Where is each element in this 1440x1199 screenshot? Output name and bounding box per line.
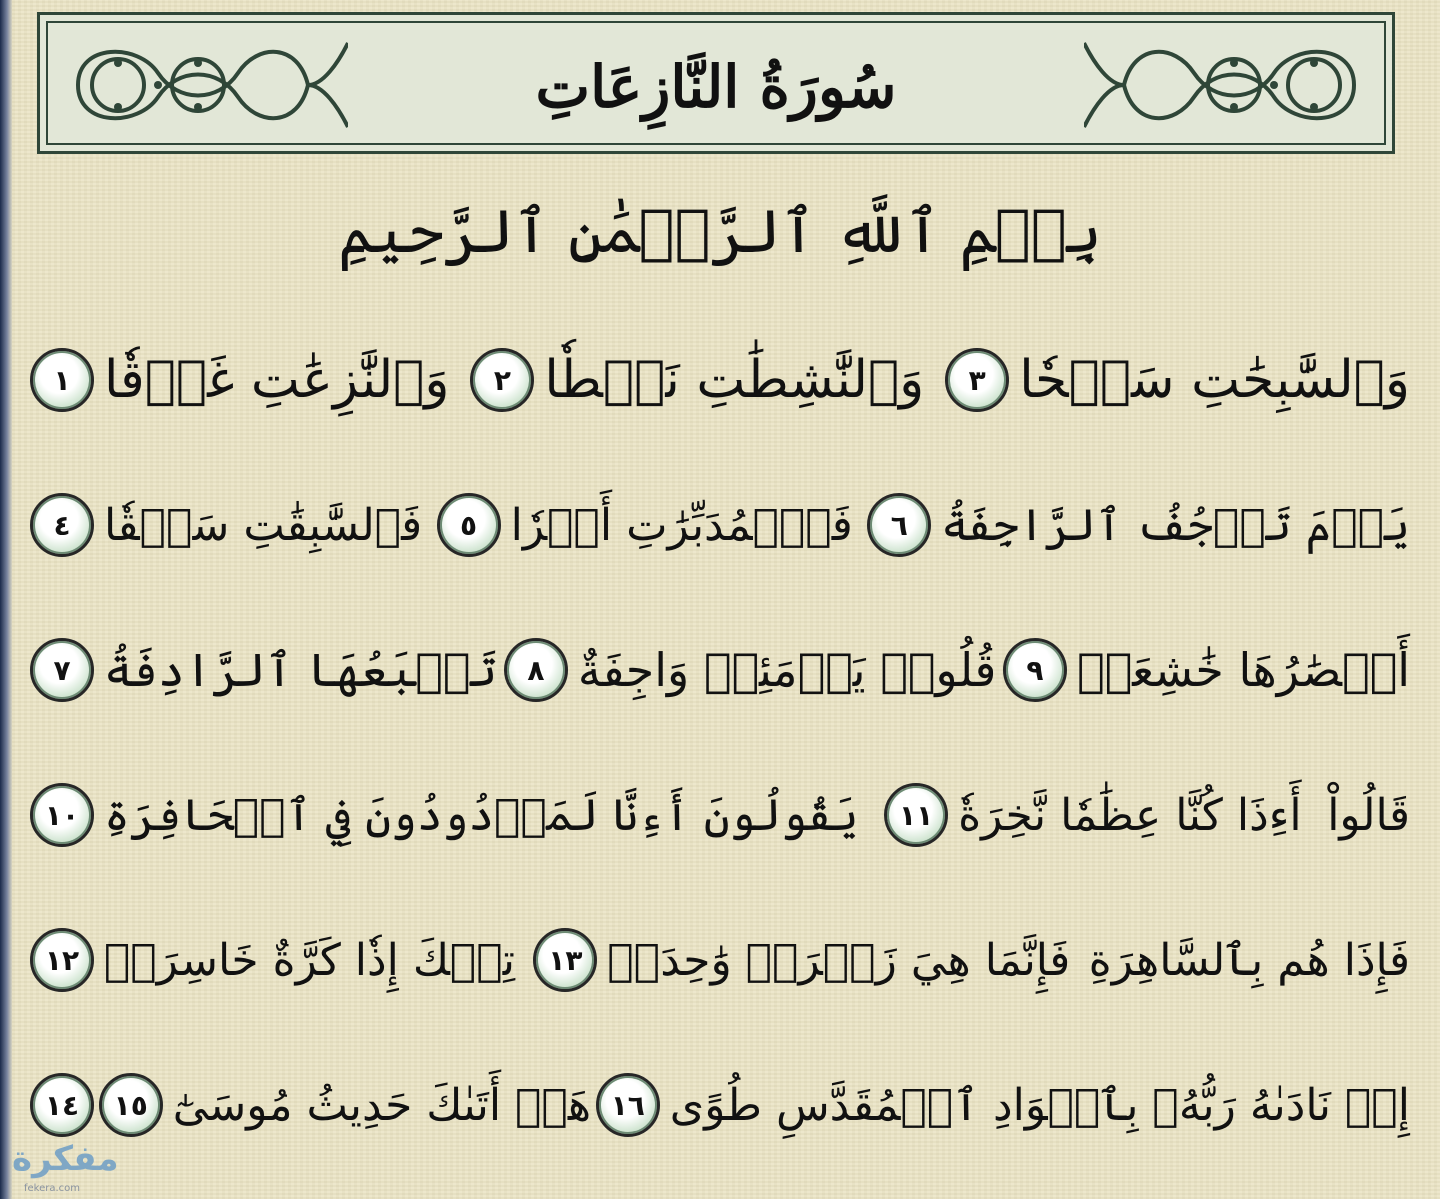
verse-segment: [884, 783, 1302, 847]
ayah-text: وَٱلنَّٰشِطَٰتِ نَشۡطٗا: [544, 350, 925, 410]
verse-segment: [867, 493, 1410, 557]
verse-segment: [30, 493, 422, 557]
basmala: بِسۡمِ ٱللَّهِ ٱلرَّحۡمَٰنِ ٱلرَّحِيمِ: [338, 197, 1102, 267]
ayah-text: قَالُواْ: [1327, 789, 1410, 841]
ayah-number-marker: ١٣: [533, 928, 597, 992]
window-edge: [0, 0, 12, 1199]
verse-segment: [533, 928, 1070, 992]
verse-segment: [99, 1073, 591, 1137]
surah-header-frame: [37, 12, 1395, 154]
verse-segment: [1327, 790, 1410, 841]
verse-segment: [30, 928, 515, 992]
verse-line: [30, 615, 1410, 725]
ayah-number-marker: ٦: [867, 493, 931, 557]
ayah-text: أَءِذَا كُنَّا عِظَٰمٗا نَّخِرَةٗ: [958, 789, 1302, 841]
ayah-text: وَٱلسَّٰبِحَٰتِ سَبۡحٗا: [1019, 350, 1410, 410]
ayah-number-marker: ١٦: [596, 1073, 660, 1137]
ayah-number-marker: ٧: [30, 638, 94, 702]
ayah-number-marker: ٣: [945, 348, 1009, 412]
ayah-number-marker: ١١: [884, 783, 948, 847]
ayah-text: يَوۡمَ تَرۡجُفُ ٱلرَّاجِفَةُ: [941, 499, 1410, 551]
verse-line: [30, 760, 1410, 870]
ayah-text: فَٱلسَّٰبِقَٰتِ سَبۡقٗا: [104, 499, 423, 551]
verse-segment: [596, 1073, 1410, 1137]
ayah-text: تِلۡكَ إِذٗا كَرَّةٌ خَاسِرَةٞ: [104, 934, 515, 986]
verse-segment: [504, 638, 997, 702]
ayah-text: فَٱلۡمُدَبِّرَٰتِ أَمۡرٗا: [510, 499, 853, 551]
verse-segment: [30, 783, 859, 847]
verse-line: [30, 905, 1410, 1015]
ayah-number-marker: ١٢: [30, 928, 94, 992]
ayah-text: أَبۡصَٰرُهَا خَٰشِعَةٞ: [1076, 643, 1410, 697]
verse-segment: [30, 348, 449, 412]
ayah-text: قُلُوبٞ يَوۡمَئِذٖ وَاجِفَةٌ: [577, 643, 997, 697]
ayah-number-marker: ١٤: [30, 1073, 94, 1137]
ayah-number-marker: ١: [30, 348, 94, 412]
ayah-number-marker: ١٥: [99, 1073, 163, 1137]
watermark-domain: fekera.com: [24, 1183, 81, 1194]
verse-segment: [1089, 935, 1410, 986]
ayah-text: فَإِنَّمَا هِيَ زَجۡرَةٞ وَٰحِدَةٞ: [607, 934, 1071, 986]
verse-segment: [30, 638, 497, 702]
verse-segment: [30, 1073, 94, 1137]
watermark-logo: مفكرة: [12, 1139, 119, 1179]
verse-segment: [437, 493, 853, 557]
ayah-text: تَتۡبَعُهَا ٱلرَّادِفَةُ: [104, 643, 498, 697]
ayah-text: إِذۡ نَادَىٰهُ رَبُّهُۥ بِٱلۡوَادِ ٱلۡمُقَدَّسِ طُوًى: [669, 1079, 1410, 1131]
ayah-number-marker: ٥: [437, 493, 501, 557]
verse-segment: [1003, 638, 1410, 702]
ayah-text: هَلۡ أَتَىٰكَ حَدِيثُ مُوسَىٰٓ: [172, 1079, 592, 1131]
ayah-text: يَقُولُونَ أَءِنَّا لَمَرۡدُودُونَ فِي ٱلۡحَافِرَةِ: [104, 789, 859, 841]
ayah-number-marker: ٢: [470, 348, 534, 412]
surah-title: سُورَةُ النَّازِعَاتِ: [535, 53, 897, 121]
surah-header-inner-border: [46, 21, 1386, 145]
verse-line: [30, 470, 1410, 580]
verse-line: [30, 1050, 1410, 1160]
ayah-number-marker: ٨: [504, 638, 568, 702]
ayah-number-marker: ٤: [30, 493, 94, 557]
verse-line: [30, 325, 1410, 435]
ayah-text: فَإِذَا هُم بِٱلسَّاهِرَةِ: [1088, 934, 1410, 986]
ayah-text: وَٱلنَّٰزِعَٰتِ غَرۡقٗا: [104, 350, 450, 410]
site-watermark: [4, 1137, 154, 1197]
ayah-number-marker: ٩: [1003, 638, 1067, 702]
verse-segment: [470, 348, 924, 412]
verse-segment: [945, 348, 1410, 412]
ayah-number-marker: ١٠: [30, 783, 94, 847]
